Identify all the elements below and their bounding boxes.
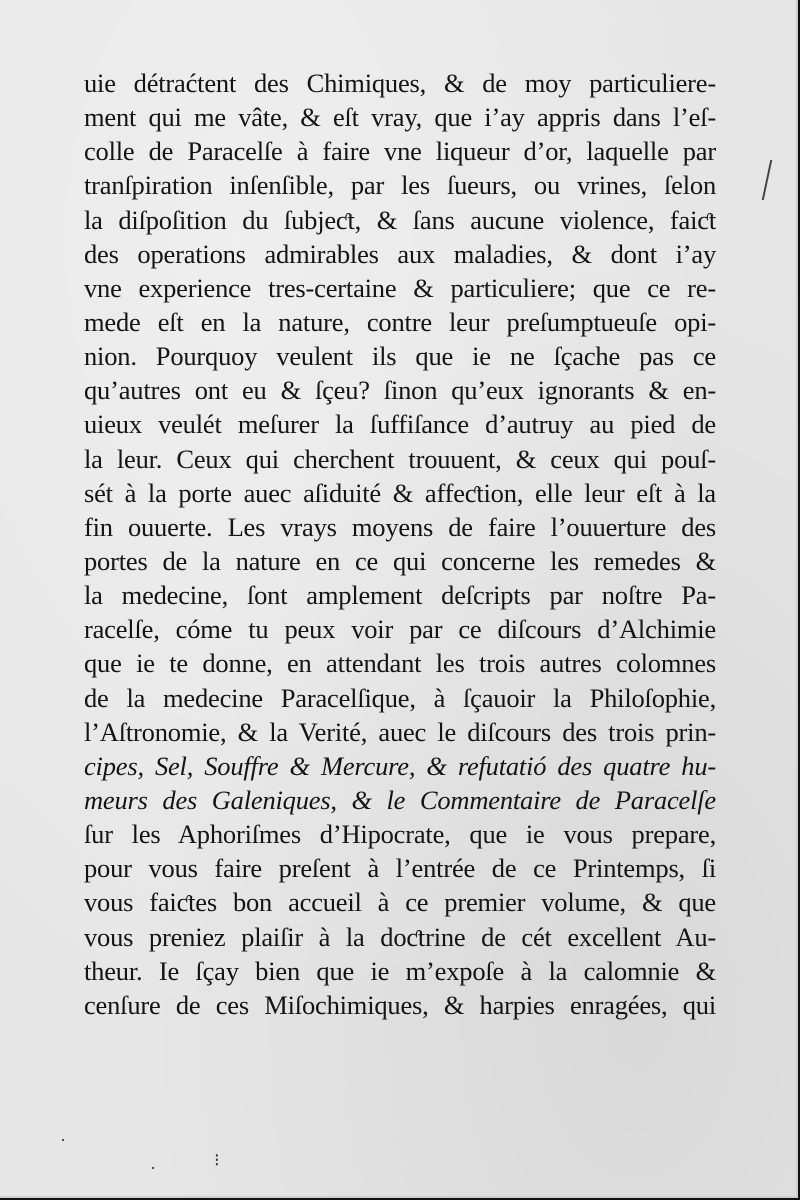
margin-pencil-mark-icon: [762, 160, 797, 200]
text-line: cenſure de ces Miſochimiques, & harpies enragées, qui: [84, 989, 716, 1020]
text-line: des operations admirables aux maladies, & dont i’ay: [84, 238, 716, 269]
text-line: uieux veulét meſurer la ſuffiſance d’autruy au pied de: [84, 409, 716, 440]
text-line: qu’autres ont eu & ſçeu? ſinon qu’eux ignorants & en-: [84, 375, 716, 406]
text-line: uie détraćtent des Chimiques, & de moy particuliere-: [84, 68, 716, 98]
text-line: ment qui me vâte, & eſt vray, que i’ay appris dans l’eſ-: [84, 102, 716, 133]
text-line: colle de Paracelſe à faire vne liqueur d’or, laquelle par: [84, 136, 716, 167]
text-line: racelſe, cóme tu peux voir par ce diſcours d’Alchimie: [84, 614, 716, 645]
text-line: vous faiƈtes bon accueil à ce premier volume, & que: [84, 887, 716, 918]
text-line: ſur les Aphoriſmes d’Hipocrate, que ie vous prepare,: [84, 819, 716, 850]
text-line: cipes, Sel, Souffre & Mercure, & refutatió des quatre hu-: [84, 750, 716, 781]
text-line: vous preniez plaiſir à la doƈtrine de cét excellent Au-: [84, 921, 716, 952]
text-line: la medecine, ſont amplement deſcripts par noſtre Pa-: [84, 580, 716, 611]
text-line: vne experience tres-certaine & particuliere; que ce re-: [84, 272, 716, 303]
text-line: portes de la nature en ce qui concerne les remedes &: [84, 545, 716, 576]
text-line: pour vous faire preſent à l’entrée de ce Printemps, ſi: [84, 853, 716, 884]
text-line: de la medecine Paracelſique, à ſçauoir la Philoſophie,: [84, 682, 716, 713]
text-block: [84, 66, 716, 1022]
ink-speck-icon: ·: [150, 1158, 156, 1178]
text-line: que ie te donne, en attendant les trois autres colomnes: [84, 648, 716, 679]
text-line: theur. Ie ſçay bien que ie m’expoſe à la calomnie &: [84, 955, 716, 986]
text-line: tranſpiration inſenſible, par les ſueurs, ou vrines, ſelon: [84, 170, 716, 201]
ink-speck-icon: ⁝: [214, 1150, 220, 1170]
text-line: meurs des Galeniques, & le Commentaire de Paracelſe: [84, 784, 716, 815]
text-line: la diſpoſition du ſubjeƈt, & ſans aucune violence, faiƈt: [84, 204, 716, 235]
text-line: nion. Pourquoy veulent ils que ie ne ſçache pas ce: [84, 341, 716, 372]
text-line: la leur. Ceux qui cherchent trouuent, & ceux qui pouſ-: [84, 443, 716, 474]
text-line: mede eſt en la nature, contre leur preſumptueuſe opi-: [84, 306, 716, 337]
text-line: sét à la porte auec aſiduité & affeƈtion, elle leur eſt à la: [84, 477, 716, 508]
ink-speck-icon: ·: [60, 1130, 66, 1150]
text-line: l’Aſtronomie, & la Verité, auec le diſcours des trois prin-: [84, 716, 716, 747]
text-line: fin ouuerte. Les vrays moyens de faire l’ouuerture des: [84, 511, 716, 542]
